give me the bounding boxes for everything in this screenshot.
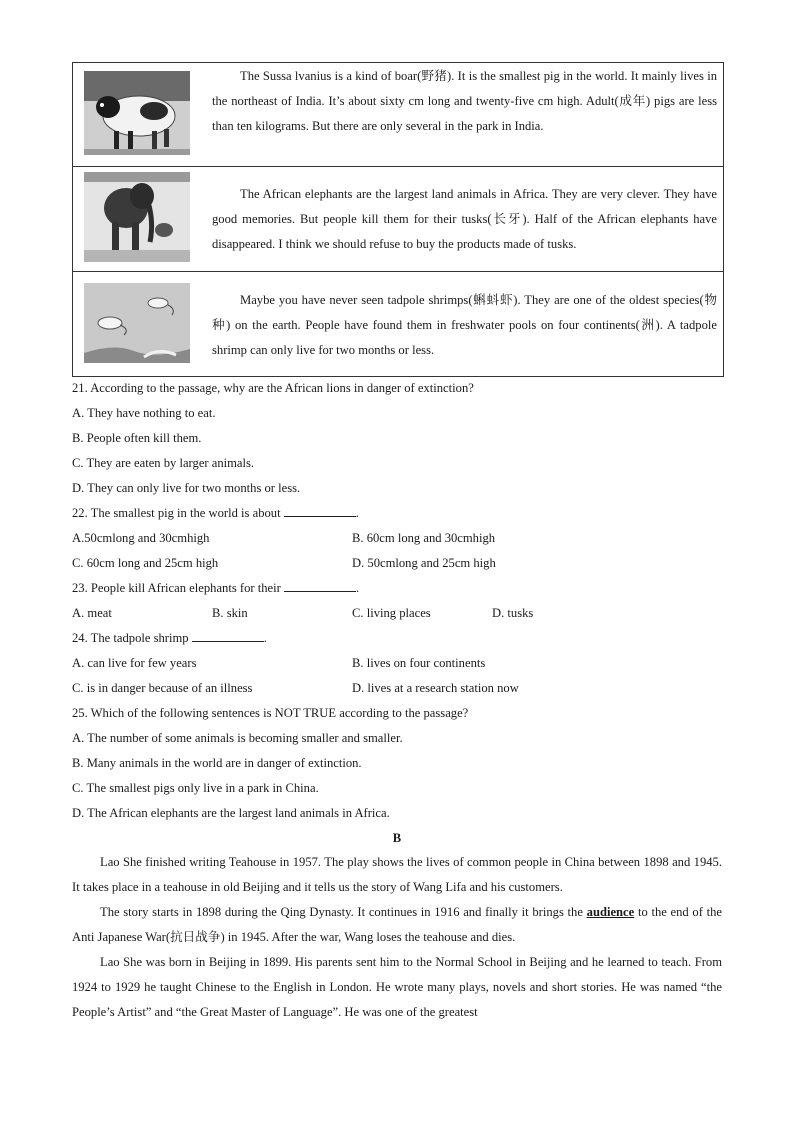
answer-blank — [192, 629, 264, 642]
q24-stem — [72, 629, 267, 647]
elephant-description: The African elephants are the largest land animals in Africa. They are very clever. They have good memories. But people kill them for their tusks(长牙). Half of the African elephants have disappeared. I think we should refuse to buy the products made of tusks. — [212, 187, 717, 251]
q21-option-a: A. They have nothing to eat. — [72, 406, 216, 420]
answer-blank — [284, 504, 356, 517]
q21-option-c: C. They are eaten by larger animals. — [72, 456, 255, 470]
q25-option-c: C. The smallest pigs only live in a park in China. — [72, 781, 319, 795]
q22-option-d: D. 50cmlong and 25cm high — [352, 556, 496, 570]
shrimp-description: Maybe you have never seen tadpole shrimps(蝌蚪虾). They are one of the oldest species(物种) on the earth. People have found them in freshwater pools on four continents(洲). A tadpole shrimp can only live for two months or less. — [212, 293, 717, 357]
q22-option-a: A.50cmlong and 30cmhigh — [72, 531, 210, 545]
paragraph-2-text-end: to the end of the Anti Japanese War(抗日战争) in 1945. After the war, Wang loses the teahouse and dies. — [72, 905, 722, 944]
q23-option-b: B. skin — [212, 606, 248, 620]
q23-stem-end: . — [355, 581, 360, 595]
paragraph-2-text-start: The story starts in 1898 during the Qing Dynasty. It continues in 1916 and finally it brings the — [100, 905, 587, 919]
section-b-paragraph-2 — [72, 900, 722, 950]
q25-option-b: B. Many animals in the world are in danger of extinction. — [72, 756, 362, 770]
q22-option-c: C. 60cm long and 25cm high — [72, 556, 219, 570]
q21-option-d: D. They can only live for two months or less. — [72, 481, 301, 495]
elephant-photo — [84, 172, 190, 262]
q23-stem — [72, 579, 359, 597]
q24-stem-text: 24. The tadpole shrimp — [72, 631, 192, 645]
q24-option-b: B. lives on four continents — [352, 656, 486, 670]
q23-option-a: A. meat — [72, 606, 112, 620]
underlined-word-audience: audience — [586, 905, 635, 919]
q21-stem: 21. According to the passage, why are the African lions in danger of extinction? — [72, 381, 474, 395]
q24-option-c: C. is in danger because of an illness — [72, 681, 253, 695]
pig-description: The Sussa lvanius is a kind of boar(野猪). It is the smallest pig in the world. It mainly lives in the northeast of India. It’s about sixty cm long and twenty-five cm high. Adult(成年) pigs are less than ten kilograms. But there are only several in the park in India. — [212, 69, 717, 133]
q23-option-c: C. living places — [352, 606, 431, 620]
section-b-paragraph-1: Lao She finished writing Teahouse in 1957. The play shows the lives of common people in China between 1898 and 1945. It takes place in a teahouse in old Beijing and it tells us the story of Wang Lifa and his customers. — [72, 855, 722, 894]
q25-stem: 25. Which of the following sentences is NOT TRUE according to the passage? — [72, 706, 469, 720]
q22-stem — [72, 504, 359, 522]
q23-option-d: D. tusks — [492, 606, 534, 620]
q22-stem-end: . — [355, 506, 359, 520]
table-row-elephant — [73, 167, 723, 272]
q22-option-b: B. 60cm long and 30cmhigh — [352, 531, 496, 545]
table-row-shrimp — [73, 272, 723, 376]
q25-option-a: A. The number of some animals is becoming smaller and smaller. — [72, 731, 403, 745]
q25-option-d: D. The African elephants are the largest land animals in Africa. — [72, 806, 390, 820]
q23-stem-text: 23. People kill African elephants for their — [72, 581, 284, 595]
section-b-paragraph-3: Lao She was born in Beijing in 1899. His parents sent him to the Normal School in Beijing and he learned to teach. From 1924 to 1929 he taught Chinese to the English in London. He wrote many plays, novels and short stories. He was named “the People’s Artist” and “the Great Master of Language”. He was one of the greatest — [72, 955, 722, 1019]
answer-blank — [284, 579, 356, 592]
q21-option-b: B. People often kill them. — [72, 431, 202, 445]
q24-option-d: D. lives at a research station now — [352, 681, 519, 695]
pygmy-hog-photo — [84, 71, 190, 155]
q22-stem-text: 22. The smallest pig in the world is about — [72, 506, 284, 520]
tadpole-shrimp-photo — [84, 283, 190, 363]
animal-info-table — [72, 62, 724, 377]
q24-stem-end: . — [263, 631, 267, 645]
table-row-pig — [73, 63, 723, 167]
q24-option-a: A. can live for few years — [72, 656, 197, 670]
section-b-heading: B — [392, 831, 402, 845]
